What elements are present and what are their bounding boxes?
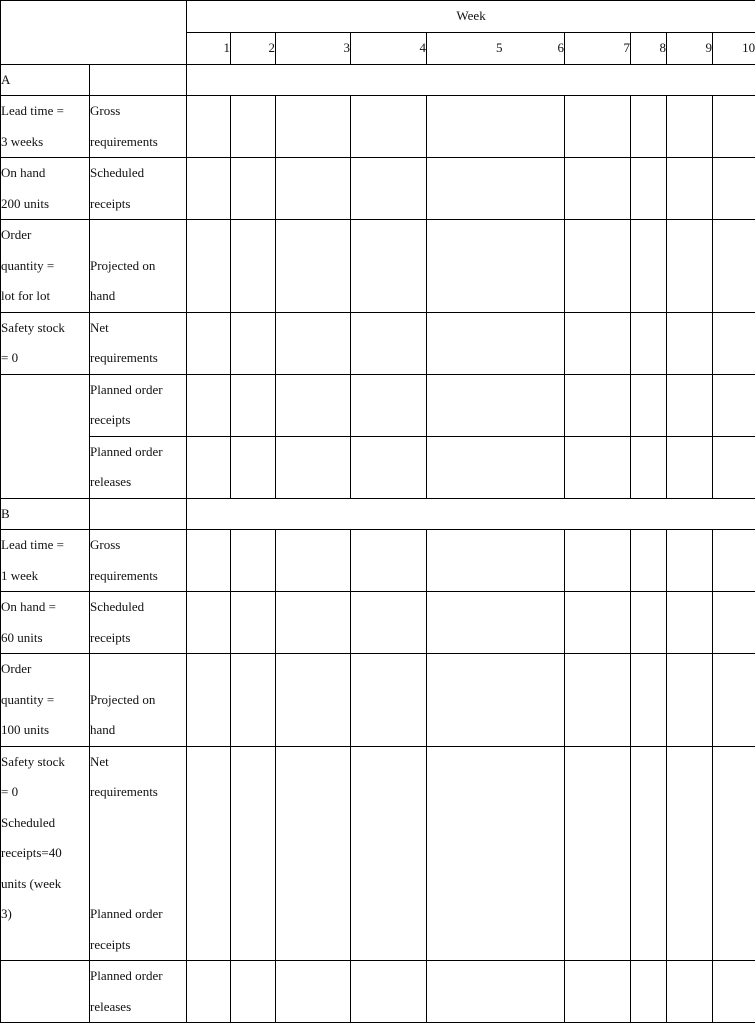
grid-cell — [187, 746, 231, 961]
grid-cell — [631, 592, 667, 654]
grid-cell — [351, 530, 427, 592]
grid-cell — [427, 530, 565, 592]
grid-cell — [276, 961, 351, 1023]
week-number: 2 — [231, 33, 276, 65]
grid-cell — [631, 530, 667, 592]
grid-cell — [667, 961, 713, 1023]
param-label: Lead time = 1 week — [1, 530, 90, 592]
grid-cell — [231, 312, 276, 374]
grid-cell — [351, 746, 427, 961]
week-number: 7 — [565, 33, 631, 65]
grid-cell — [351, 96, 427, 158]
grid-cell — [565, 96, 631, 158]
grid-cell — [565, 746, 631, 961]
week-number: 10 — [713, 33, 755, 65]
grid-cell — [427, 654, 565, 747]
grid-cell — [231, 654, 276, 747]
grid-cell — [713, 436, 755, 498]
table-row — [1, 158, 755, 220]
grid-cell — [667, 746, 713, 961]
grid-cell — [565, 530, 631, 592]
grid-cell — [231, 746, 276, 961]
param-label — [1, 374, 90, 498]
grid-cell — [231, 530, 276, 592]
param-label: Order quantity = 100 units — [1, 654, 90, 747]
param-label: Safety stock = 0 Scheduled receipts=40 units (week 3) — [1, 746, 90, 961]
grid-cell — [427, 312, 565, 374]
grid-cell — [565, 961, 631, 1023]
table-row — [1, 96, 755, 158]
grid-cell — [187, 312, 231, 374]
table-row — [1, 312, 755, 374]
grid-cell — [187, 530, 231, 592]
metric-label: Net requirements — [90, 312, 187, 374]
grid-cell — [351, 312, 427, 374]
table-body — [1, 1, 755, 1023]
grid-cell — [351, 158, 427, 220]
table-row — [1, 592, 755, 654]
grid-cell — [667, 374, 713, 436]
week-header: Week — [187, 1, 755, 33]
grid-cell — [565, 158, 631, 220]
grid-cell — [667, 436, 713, 498]
metric-label: Planned order releases — [90, 961, 187, 1023]
grid-cell — [231, 961, 276, 1023]
grid-cell — [713, 530, 755, 592]
blank-cell — [90, 64, 187, 96]
metric-label: Gross requirements — [90, 96, 187, 158]
metric-label: Projected on hand — [90, 220, 187, 313]
param-label: On hand 200 units — [1, 158, 90, 220]
param-label: Lead time = 3 weeks — [1, 96, 90, 158]
metric-label: Gross requirements — [90, 530, 187, 592]
header-week-row — [1, 1, 755, 33]
grid-cell — [427, 961, 565, 1023]
grid-cell — [631, 961, 667, 1023]
grid-cell — [231, 436, 276, 498]
week-number: 4 — [351, 33, 427, 65]
grid-cell — [351, 436, 427, 498]
grid-cell — [631, 312, 667, 374]
table-row — [1, 654, 755, 747]
grid-cell — [276, 220, 351, 313]
grid-cell — [427, 158, 565, 220]
grid-cell — [631, 374, 667, 436]
grid-cell — [187, 654, 231, 747]
grid-cell — [276, 374, 351, 436]
grid-cell — [667, 530, 713, 592]
param-label: On hand = 60 units — [1, 592, 90, 654]
grid-cell — [231, 96, 276, 158]
blank-cell — [90, 498, 187, 530]
grid-cell — [713, 220, 755, 313]
param-label — [1, 961, 90, 1023]
grid-cell — [231, 158, 276, 220]
grid-cell — [187, 220, 231, 313]
metric-label: Planned order releases — [90, 436, 187, 498]
grid-cell — [565, 654, 631, 747]
grid-cell — [631, 746, 667, 961]
grid-cell — [713, 961, 755, 1023]
grid-cell — [351, 592, 427, 654]
grid-cell — [231, 592, 276, 654]
grid-cell — [667, 592, 713, 654]
grid-cell — [713, 746, 755, 961]
grid-cell — [231, 220, 276, 313]
grid-cell — [713, 158, 755, 220]
grid-cell — [631, 654, 667, 747]
grid-cell — [713, 592, 755, 654]
table-row — [1, 220, 755, 313]
week-number: 8 — [631, 33, 667, 65]
metric-label: Scheduled receipts — [90, 158, 187, 220]
grid-cell — [427, 374, 565, 436]
grid-cell — [565, 436, 631, 498]
grid-cell — [276, 436, 351, 498]
grid-cell — [565, 220, 631, 313]
grid-cell — [276, 530, 351, 592]
metric-label: Net requirements Planned order receipts — [90, 746, 187, 961]
grid-cell — [631, 436, 667, 498]
grid-cell — [713, 312, 755, 374]
grid-cell — [565, 374, 631, 436]
grid-cell — [667, 654, 713, 747]
grid-cell — [667, 220, 713, 313]
blank-week-span — [187, 498, 755, 530]
grid-cell — [276, 312, 351, 374]
table-row — [1, 530, 755, 592]
param-label: Safety stock = 0 — [1, 312, 90, 374]
table-row — [1, 746, 755, 961]
header-blank-cell — [1, 1, 187, 65]
grid-cell — [631, 158, 667, 220]
grid-cell — [187, 96, 231, 158]
grid-cell — [231, 374, 276, 436]
week-number: 3 — [276, 33, 351, 65]
grid-cell — [351, 374, 427, 436]
grid-cell — [631, 96, 667, 158]
week-number: 1 — [187, 33, 231, 65]
param-label: Order quantity = lot for lot — [1, 220, 90, 313]
grid-cell — [276, 654, 351, 747]
table-row — [1, 436, 755, 498]
metric-label: Planned order receipts — [90, 374, 187, 436]
grid-cell — [187, 436, 231, 498]
grid-cell — [427, 592, 565, 654]
item-b-label: B — [1, 498, 90, 530]
metric-label: Scheduled receipts — [90, 592, 187, 654]
grid-cell — [713, 654, 755, 747]
table-row — [1, 374, 755, 436]
grid-cell — [187, 374, 231, 436]
grid-cell — [276, 96, 351, 158]
grid-cell — [565, 592, 631, 654]
grid-cell — [276, 158, 351, 220]
grid-cell — [713, 374, 755, 436]
grid-cell — [351, 220, 427, 313]
grid-cell — [187, 158, 231, 220]
week-number: 6 — [503, 33, 565, 65]
item-a-label: A — [1, 64, 90, 96]
grid-cell — [276, 592, 351, 654]
grid-cell — [667, 96, 713, 158]
grid-cell — [187, 592, 231, 654]
grid-cell — [187, 961, 231, 1023]
item-b-section-row — [1, 498, 755, 530]
grid-cell — [351, 961, 427, 1023]
grid-cell — [631, 220, 667, 313]
week-number: 9 — [667, 33, 713, 65]
week-number: 5 — [427, 33, 503, 65]
grid-cell — [667, 312, 713, 374]
grid-cell — [427, 96, 565, 158]
table-row — [1, 961, 755, 1023]
grid-cell — [276, 746, 351, 961]
grid-cell — [713, 96, 755, 158]
grid-cell — [565, 312, 631, 374]
grid-cell — [667, 158, 713, 220]
grid-cell — [427, 436, 565, 498]
grid-cell — [427, 220, 565, 313]
grid-cell — [427, 746, 565, 961]
grid-cell — [351, 654, 427, 747]
item-a-section-row — [1, 64, 755, 96]
metric-label: Projected on hand — [90, 654, 187, 747]
blank-week-span — [187, 64, 755, 96]
